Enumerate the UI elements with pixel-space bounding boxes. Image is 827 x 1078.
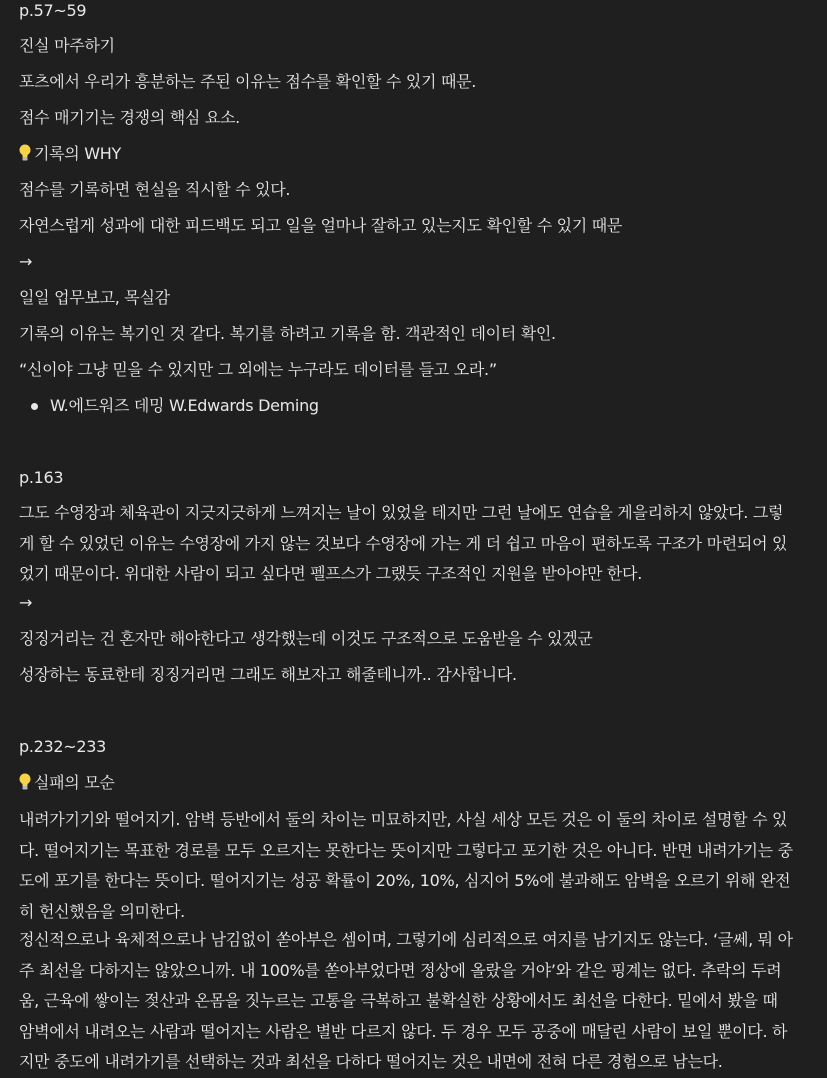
callout-why xyxy=(19,143,813,165)
paragraph-line: 게 할 수 있었던 이유는 수영장에 가지 않는 것보다 수영장에 가는 게 더 쉽고 마음이 편하도록 구조가 마련되어 있 xyxy=(19,533,788,553)
paragraph-line: 지만 중도에 내려가기를 선택하는 것과 최선을 다하다 떨어지는 것은 내면에 전혀 다른 경험으로 남는다. xyxy=(19,1052,723,1071)
text-line: 기록의 이유는 복기인 것 같다. 복기를 하려고 기록을 함. 객관적인 데이터 확인. xyxy=(19,324,556,343)
paragraph-line: 암벽에서 내려오는 사람과 떨어지는 사람은 별반 다르지 않다. 두 경우 모두 공중에 매달린 사람이 보일 뿐이다. 하 xyxy=(19,1021,788,1041)
callout-paradox xyxy=(19,772,813,794)
paragraph-line: 히 헌신했음을 의미한다. xyxy=(19,901,185,921)
bullet-dot xyxy=(31,403,38,410)
paragraph-line: 그도 수영장과 체육관이 지긋지긋하게 느껴지는 날이 있었을 테지만 그런 날에도 연습을 게을리하지 않았다. 그렇 xyxy=(19,503,784,522)
text-line: 포츠에서 우리가 흥분하는 주된 이유는 점수를 확인할 수 있기 때문. xyxy=(19,72,477,91)
arrow-text: → xyxy=(19,593,33,612)
paragraph-line: 움, 근육에 쌓이는 젖산과 온몸을 짓누르는 고통을 극복하고 불확실한 상황에서도 최선을 다한다. 밑에서 봤을 때 xyxy=(19,991,778,1010)
text-line: 일일 업무보고, 목실감 xyxy=(19,288,170,307)
paragraph-line: 정신적으로나 육체적으로나 남김없이 쏟아부은 셈이며, 그렇기에 심리적으로 여지를 남기지도 않는다. ‘글쎄, 뭐 아 xyxy=(19,930,793,949)
callout-title: 실패의 모순 xyxy=(34,773,115,792)
lightbulb-icon xyxy=(19,144,31,162)
text-line: 징징거리는 건 혼자만 해야한다고 생각했는데 이것도 구조적으로 도움받을 수 있겠군 xyxy=(19,629,593,648)
text-line: 성장하는 동료한테 징징거리면 그래도 해보자고 해줄테니까.. 감사합니다. xyxy=(19,665,517,684)
callout-title: 기록의 WHY xyxy=(34,144,121,163)
paragraph xyxy=(19,498,813,590)
text-line: 자연스럽게 성과에 대한 피드백도 되고 일을 얼마나 잘하고 있는지도 확인할 수 있기 때문 xyxy=(19,216,623,235)
paragraph-line: 다. 떨어지기는 목표한 경로를 모두 오르지는 못한다는 뜻이지만 그렇다고 포기한 것은 아니다. 반면 내려가기는 중 xyxy=(19,840,793,860)
paragraph-line: 내려가기기와 떨어지기. 암벽 등반에서 둘의 차이는 미묘하지만, 사실 세상 모든 것은 이 둘의 차이로 설명할 수 있 xyxy=(19,810,788,829)
paragraph-line: 도에 포기를 한다는 뜻이다. 떨어지기는 성공 확률이 20%, 10%, 심지어 5%에 불과해도 암벽을 오르기 위해 완전 xyxy=(19,871,791,890)
arrow-text: → xyxy=(19,252,33,271)
quote-line: “신이야 그냥 믿을 수 있지만 그 외에는 누구라도 데이터를 들고 오라.” xyxy=(19,360,497,379)
page-ref-163: p.163 xyxy=(19,468,64,487)
page-ref-57-59: p.57~59 xyxy=(19,1,87,20)
paragraph xyxy=(19,925,813,1078)
paragraph-line: 었기 때문이다. 위대한 사람이 되고 싶다면 펠프스가 그랬듯 구조적인 지원을 받아야만 한다. xyxy=(19,564,642,583)
lightbulb-icon xyxy=(19,773,31,791)
text-line: 점수를 기록하면 현실을 직시할 수 있다. xyxy=(19,180,291,199)
paragraph xyxy=(19,805,813,927)
paragraph-line: 주 최선을 다하지는 않았으니까. 내 100%를 쏟아부었다면 정상에 올랐을 거야’와 같은 핑계는 없다. 추락의 두려 xyxy=(19,960,782,980)
bullet-item: W.에드워즈 데밍 W.Edwards Deming xyxy=(50,396,319,415)
text-line: 점수 매기기는 경쟁의 핵심 요소. xyxy=(19,108,240,127)
page-ref-232-233: p.232~233 xyxy=(19,737,107,756)
section-heading: 진실 마주하기 xyxy=(19,36,115,55)
